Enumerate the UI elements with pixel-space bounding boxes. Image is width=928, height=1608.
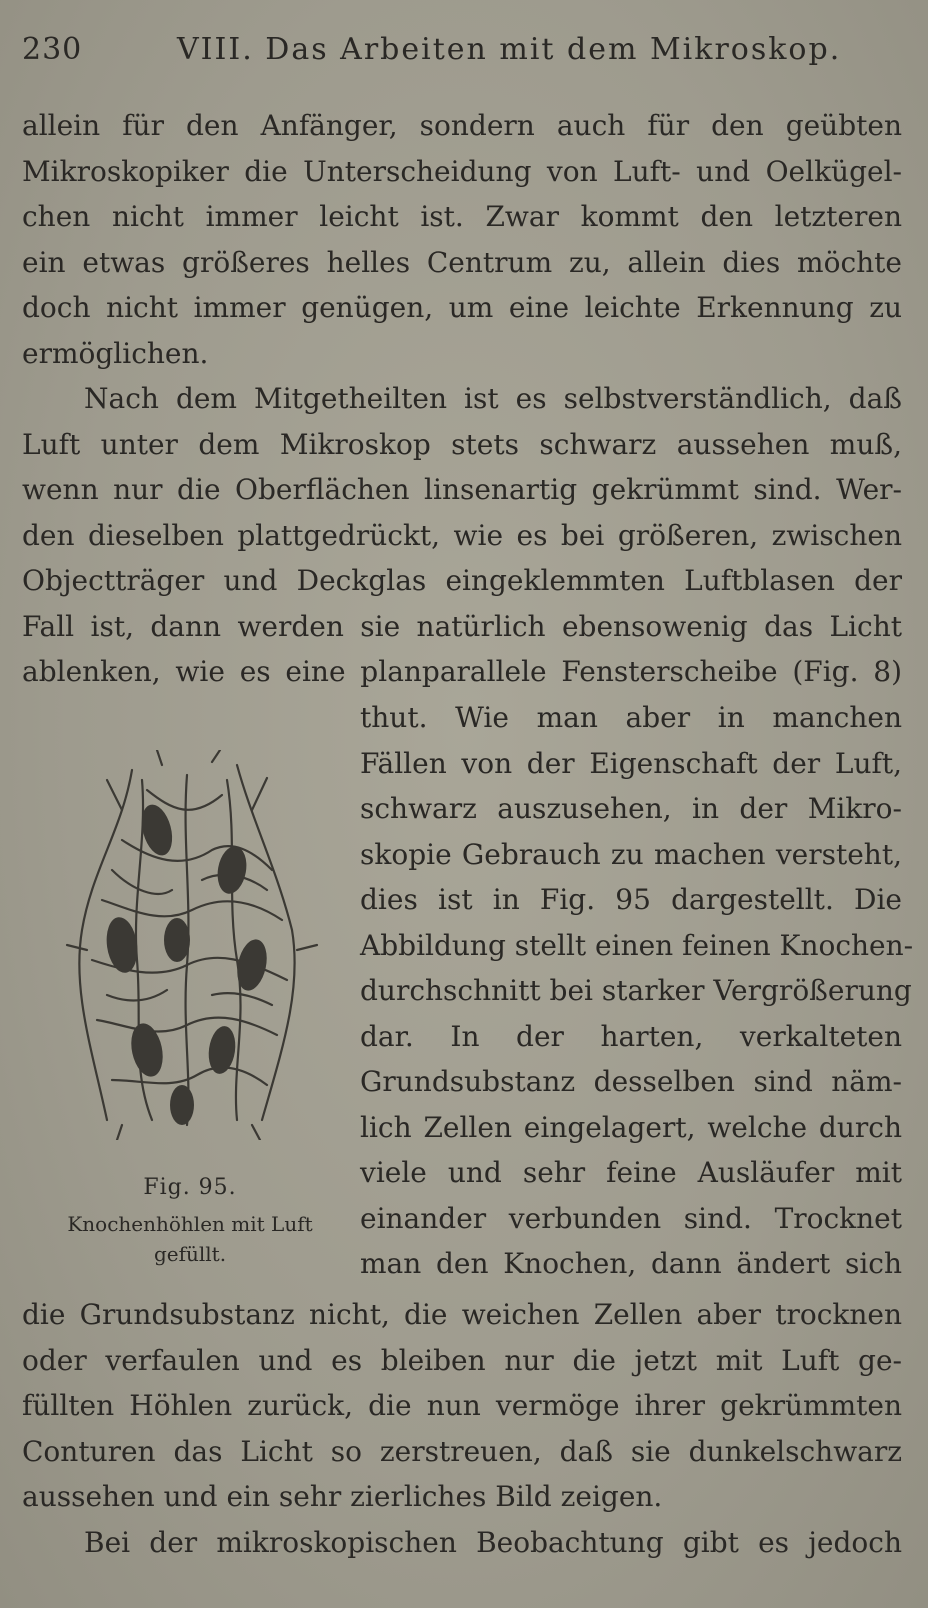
text-line: die Grundsubstanz nicht, die weichen Zellen aber trocknen [22, 1298, 902, 1331]
body-text-bottom [22, 1292, 902, 1565]
text-line: ablenken, wie es eine planparallele Fensterscheibe (Fig. 8) [22, 655, 902, 688]
text-line: Mikroskopiker die Unterscheidung von Luft- und Oelkügel- [22, 154, 902, 188]
text-line: Grundsubstanz desselben sind näm- [360, 1065, 902, 1098]
text-line: dar. In der harten, verkalteten [360, 1019, 902, 1053]
text-line: Fall ist, dann werden sie natürlich ebensowenig das Licht [22, 609, 902, 643]
text-line: Nach dem Mitgetheilten ist es selbstverständlich, daß [84, 382, 902, 415]
text-line: dies ist in Fig. 95 dargestellt. Die [360, 883, 902, 916]
running-head [22, 22, 892, 78]
body-text-beside-figure [360, 695, 914, 1287]
text-line: Abbildung stellt einen feinen Knochen- [360, 928, 914, 962]
text-line: Bei der mikroskopischen Beobachtung gibt es jedoch [84, 1525, 902, 1559]
text-line: wenn nur die Oberflächen linsenartig gekrümmt sind. Wer- [22, 473, 902, 506]
text-line: Fällen von der Eigenschaft der Luft, [360, 746, 902, 780]
text-line: füllten Höhlen zurück, die nun vermöge ihrer gekrümmten [22, 1389, 902, 1422]
text-line: doch nicht immer genügen, um eine leichte Erkennung zu [22, 291, 902, 324]
text-line: Luft unter dem Mikroskop stets schwarz aussehen muß, [22, 427, 902, 461]
figure-caption [50, 1173, 330, 1269]
text-line: man den Knochen, dann ändert sich [360, 1247, 902, 1280]
text-line: aussehen und ein sehr zierliches Bild zeigen. [22, 1480, 663, 1513]
text-line: allein für den Anfänger, sondern auch für den geübten [22, 109, 902, 142]
text-line: oder verfaulen und es bleiben nur die jetzt mit Luft ge- [22, 1343, 902, 1377]
text-line: lich Zellen eingelagert, welche durch [360, 1110, 902, 1144]
text-line: den dieselben plattgedrückt, wie es bei größeren, zwischen [22, 518, 902, 552]
text-line: schwarz auszusehen, in der Mikro- [360, 792, 902, 825]
chapter-title: VIII. Das Arbeiten mit dem Mikroskop. [177, 32, 842, 67]
text-line: thut. Wie man aber in manchen [360, 701, 902, 734]
text-line: Objectträger und Deckglas eingeklemmten Luftblasen der [22, 564, 902, 597]
text-line: skopie Gebrauch zu machen versteht, [360, 837, 902, 871]
text-line: ein etwas größeres helles Centrum zu, allein dies möchte [22, 245, 902, 279]
bone-cavities-illustration [62, 750, 322, 1140]
page-number: 230 [22, 32, 83, 67]
text-line: viele und sehr feine Ausläufer mit [360, 1156, 902, 1189]
text-line: Conturen das Licht so zerstreuen, daß sie dunkelschwarz [22, 1434, 902, 1468]
text-line: einander verbunden sind. Trocknet [360, 1201, 902, 1235]
text-line: durchschnitt bei starker Vergrößerung [360, 974, 912, 1007]
figure-number: Fig. 95. [143, 1175, 237, 1200]
figure-caption-text: Knochenhöhlen mit Luft gefüllt. [67, 1212, 313, 1266]
text-line: chen nicht immer leicht ist. Zwar kommt den letzteren [22, 200, 902, 233]
text-line: ermöglichen. [22, 336, 209, 370]
body-text-top [22, 103, 902, 695]
figure-bone-cavities [62, 750, 322, 1140]
